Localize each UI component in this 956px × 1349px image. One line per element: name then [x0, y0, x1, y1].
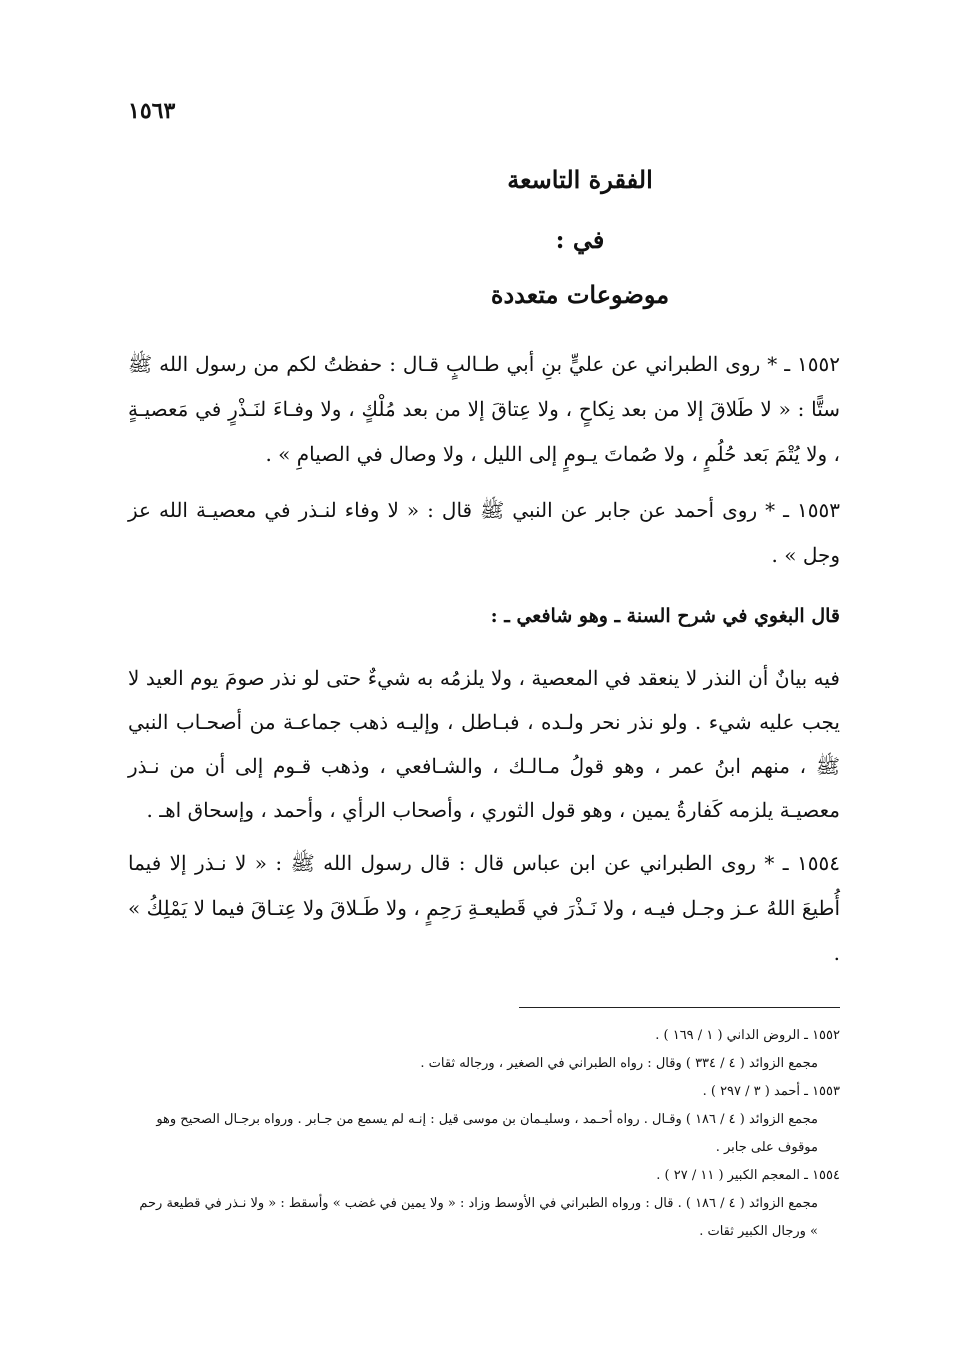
section-preposition: في :: [555, 225, 605, 254]
page-number: ١٥٦٣: [128, 98, 176, 124]
footnotes: [128, 1022, 840, 1246]
hadith-1554: ١٥٥٤ ـ * روى الطبراني عن ابن عباس قال : قال رسول الله ﷺ : « لا نـذر إلا فيما أُطيعَ اللهُ عـز وجـل فيـه ، ولا نَـذْرَ في قَطيعـةِ رَحِمٍ ، ولا طَـلاقَ ولا عِتـاقَ فيما لا يَمْلِكُ » .: [128, 851, 840, 965]
baghawi-commentary-heading: قال البغوي في شرح السنة ـ وهو شافعي ـ :: [490, 605, 840, 627]
footnote-1554-source: ١٥٥٤ ـ المعجم الكبير ( ١١ / ٢٧ ) .: [656, 1168, 840, 1183]
footnote-1552-note: مجمع الزوائد ( ٤ / ٣٣٤ ) وقال : رواه الطبراني في الصغير ، ورجاله ثقات .: [420, 1056, 818, 1071]
footnote-1552-source: ١٥٥٢ ـ الروض الداني ( ١ / ١٦٩ ) .: [655, 1028, 840, 1043]
footnote-1553-note: مجمع الزوائد ( ٤ / ١٨٦ ) وقـال . رواه أحـمد ، وسليـمان بن موسى قيل : إنـه لم يسمع من جـابر . ورواه برجـال الصحيح وهو موقوف على جابر .: [156, 1112, 818, 1155]
section-subject: موضوعات متعددة: [490, 280, 670, 309]
hadith-1553: ١٥٥٣ ـ * روى أحمد عن جابر عن النبي ﷺ قال : « لا وفاء لنـذر في معصيـة الله عز وجل » .: [128, 498, 840, 567]
baghawi-commentary-text: فيه بيانٌ أن النذر لا ينعقد في المعصية ، ولا يلزمُه به شيءٌ حتى لو نذر صومَ يوم العيد لا يجب عليه شيء . ولو نذر نحر ولـده ، فبـاطل ، وإليـه ذهب جماعـة من أصحـاب النبي ﷺ ، منهم ابنُ عمر ، وهو قولُ مـالـك ، والشـافعي ، وذهب قـوم إلى أن من نـذر معصيـة يلزمه كَفارةُ يمين ، وهو قول الثوري ، وأصحاب الرأي ، وأحمد ، وإسحاق اهـ .: [128, 666, 840, 822]
section-title: الفقرة التاسعة: [507, 165, 653, 194]
footnote-1553-source: ١٥٥٣ ـ أحمد ( ٣ / ٢٩٧ ) .: [702, 1084, 840, 1099]
footnote-1554-note: مجمع الزوائد ( ٤ / ١٨٦ ) . قال : ورواه الطبراني في الأوسط وزاد : « ولا يمين في غضب » وأسقط : « ولا نـذر في قطيعة رحم » ورجال الكبير ثقات .: [139, 1196, 818, 1239]
footnote-divider: [519, 1007, 840, 1008]
hadith-1552: ١٥٥٢ ـ * روى الطبراني عن عليٍّ بنِ أبي طـالبٍ قـال : حفظتُ لكم من رسول الله ﷺ ستًّا : « لا طَلاقَ إلا من بعد نِكاحٍ ، ولا عِتاقَ إلا من بعد مُلْكٍ ، ولا وفـاءَ لنَـذْرٍ في مَعصيـةٍ ، ولا يُتْمَ بَعد حُلُمٍ ، ولا صُماتَ يـومٍ إلى الليل ، ولا وصال في الصيامِ » .: [128, 352, 840, 466]
